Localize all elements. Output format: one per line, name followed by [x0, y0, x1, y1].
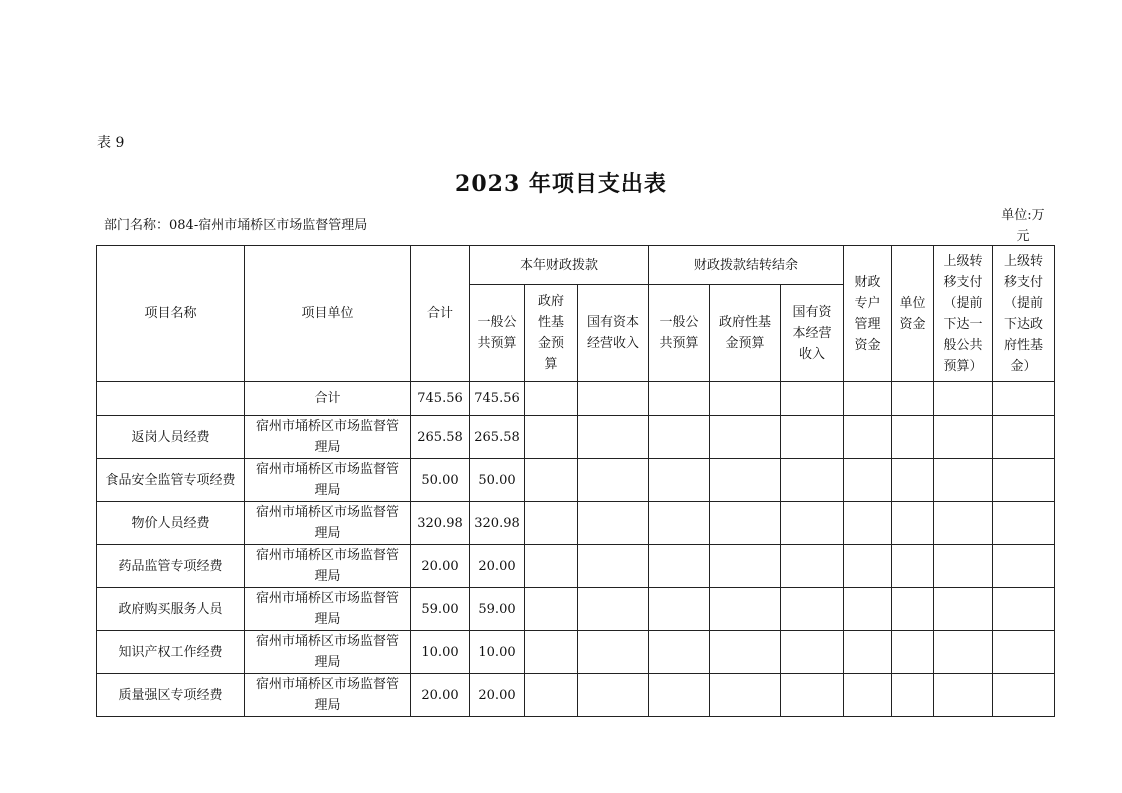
empty-cell [781, 631, 844, 674]
empty-cell [934, 545, 993, 588]
cell-line: 共预算 [659, 336, 699, 351]
row-project-name: 返岗人员经费 [97, 416, 245, 459]
empty-cell [525, 545, 578, 588]
cell-line: 府性基 [1004, 337, 1044, 353]
cell-line: 国有资本 [586, 315, 639, 330]
empty-cell [993, 588, 1055, 631]
cell-line: 单位 [899, 295, 926, 311]
empty-cell [892, 545, 934, 588]
empty-cell [525, 588, 578, 631]
header-transfer-general [934, 246, 993, 382]
empty-cell [710, 502, 781, 545]
cell-line: 金） [1010, 358, 1037, 374]
table-row [97, 674, 1055, 717]
empty-cell [710, 674, 781, 717]
empty-cell [993, 382, 1055, 416]
total-row-general: 745.56 [470, 382, 525, 416]
cell-line: 宿州市埇桥区市场监督管 [255, 634, 399, 649]
table-number: 表 9 [97, 135, 125, 151]
empty-cell [649, 674, 710, 717]
cell-line: 专户 [854, 295, 881, 311]
cell-line: 财政 [854, 274, 881, 290]
cell-line: 上级转 [943, 253, 983, 269]
empty-cell [934, 588, 993, 631]
empty-cell [934, 382, 993, 416]
row-total: 20.00 [411, 674, 470, 717]
empty-cell [993, 416, 1055, 459]
cell-line: 理局 [314, 483, 341, 498]
header-row-1 [97, 246, 1055, 285]
empty-cell [578, 631, 649, 674]
cell-line: 政府性基 [718, 315, 771, 330]
row-project-unit [245, 588, 411, 631]
empty-cell [993, 502, 1055, 545]
empty-cell [892, 631, 934, 674]
cell-line: 收入 [799, 346, 826, 362]
cell-line: 下达一 [943, 316, 983, 332]
page-title: 2023 年项目支出表 [455, 171, 667, 197]
row-general-budget: 320.98 [470, 502, 525, 545]
empty-cell [649, 545, 710, 588]
empty-cell [781, 502, 844, 545]
cell-line: 下达政 [1004, 316, 1044, 332]
cell-line: 一般公 [477, 315, 517, 330]
cell-line: 性基 [537, 315, 564, 330]
row-total: 265.58 [411, 416, 470, 459]
empty-cell [934, 416, 993, 459]
cell-line: 共预算 [477, 336, 517, 351]
empty-cell [710, 382, 781, 416]
row-project-unit [245, 416, 411, 459]
table-row [97, 588, 1055, 631]
row-project-unit [245, 631, 411, 674]
header-project-name: 项目名称 [97, 246, 245, 382]
cell-line: 移支付 [1004, 274, 1044, 290]
row-project-name: 知识产权工作经费 [97, 631, 245, 674]
row-general-budget: 20.00 [470, 674, 525, 717]
empty-cell [525, 382, 578, 416]
header-carry-general-budget [649, 285, 710, 382]
empty-cell [934, 674, 993, 717]
header-carry-state-capital [781, 285, 844, 382]
empty-cell [844, 416, 892, 459]
empty-cell [993, 545, 1055, 588]
empty-cell [525, 502, 578, 545]
cell-line: 算 [544, 357, 558, 372]
row-project-name: 物价人员经费 [97, 502, 245, 545]
empty-cell [781, 382, 844, 416]
cell-line: （提前 [1004, 295, 1044, 311]
row-project-unit [245, 674, 411, 717]
table-row [97, 416, 1055, 459]
empty-cell [993, 459, 1055, 502]
header-own-funds [892, 246, 934, 382]
empty-cell [844, 674, 892, 717]
cell-line: 本经营 [792, 325, 832, 341]
cell-line: 理局 [314, 526, 341, 541]
row-general-budget: 20.00 [470, 545, 525, 588]
table-row [97, 459, 1055, 502]
empty-cell [525, 674, 578, 717]
empty-cell [844, 382, 892, 416]
empty-cell [710, 416, 781, 459]
header-carryover-balance: 财政拨款结转结余 [649, 246, 844, 285]
header-state-capital [578, 285, 649, 382]
row-project-name: 药品监管专项经费 [97, 545, 245, 588]
empty-cell [844, 502, 892, 545]
empty-cell [934, 502, 993, 545]
department-name: 部门名称：084-宿州市埇桥区市场监督管理局 [104, 218, 368, 233]
cell-line: 般公共 [943, 337, 983, 353]
row-general-budget: 265.58 [470, 416, 525, 459]
empty-cell [934, 631, 993, 674]
empty-cell [844, 588, 892, 631]
empty-cell [525, 416, 578, 459]
row-general-budget: 10.00 [470, 631, 525, 674]
table-row [97, 502, 1055, 545]
cell-line: 上级转 [1004, 253, 1044, 269]
empty-cell [892, 502, 934, 545]
total-row [97, 382, 1055, 416]
header-current-year-appropriation: 本年财政拨款 [470, 246, 649, 285]
cell-line: 宿州市埇桥区市场监督管 [255, 419, 399, 434]
empty-cell [649, 382, 710, 416]
cell-line: 管理 [854, 316, 881, 332]
empty-cell [892, 588, 934, 631]
cell-line: 理局 [314, 440, 341, 455]
empty-cell [710, 545, 781, 588]
row-total: 59.00 [411, 588, 470, 631]
header-transfer-fund [993, 246, 1055, 382]
total-row-label: 合计 [245, 382, 411, 416]
total-row-name [97, 382, 245, 416]
row-project-name: 质量强区专项经费 [97, 674, 245, 717]
cell-line: 金预算 [725, 336, 765, 351]
header-carry-gov-fund [710, 285, 781, 382]
table-row [97, 631, 1055, 674]
empty-cell [649, 588, 710, 631]
project-expense-table [96, 245, 1055, 717]
table-row [97, 545, 1055, 588]
cell-line: （提前 [943, 295, 983, 311]
empty-cell [781, 545, 844, 588]
empty-cell [649, 502, 710, 545]
cell-line: 经营收入 [586, 336, 639, 351]
cell-line: 理局 [314, 698, 341, 713]
row-total: 10.00 [411, 631, 470, 674]
cell-line: 预算） [943, 358, 983, 374]
unit-label [998, 205, 1048, 247]
empty-cell [578, 382, 649, 416]
cell-line: 国有资 [792, 304, 832, 320]
empty-cell [892, 674, 934, 717]
empty-cell [892, 382, 934, 416]
header-general-budget [470, 285, 525, 382]
cell-line: 政府 [537, 294, 564, 309]
row-project-name: 食品安全监管专项经费 [97, 459, 245, 502]
row-project-unit [245, 459, 411, 502]
cell-line: 金预 [537, 336, 564, 351]
cell-line: 宿州市埇桥区市场监督管 [255, 591, 399, 606]
cell-line: 理局 [314, 655, 341, 670]
total-row-total: 745.56 [411, 382, 470, 416]
header-special-account [844, 246, 892, 382]
row-total: 320.98 [411, 502, 470, 545]
empty-cell [578, 545, 649, 588]
empty-cell [844, 459, 892, 502]
header-gov-fund [525, 285, 578, 382]
empty-cell [710, 588, 781, 631]
empty-cell [781, 459, 844, 502]
cell-line: 理局 [314, 569, 341, 584]
row-total: 50.00 [411, 459, 470, 502]
cell-line: 宿州市埇桥区市场监督管 [255, 505, 399, 520]
empty-cell [844, 631, 892, 674]
empty-cell [649, 416, 710, 459]
empty-cell [649, 631, 710, 674]
row-general-budget: 50.00 [470, 459, 525, 502]
empty-cell [993, 674, 1055, 717]
row-total: 20.00 [411, 545, 470, 588]
empty-cell [781, 674, 844, 717]
empty-cell [578, 588, 649, 631]
unit-label-line: 单位:万 [1001, 208, 1045, 223]
row-project-unit [245, 545, 411, 588]
empty-cell [781, 588, 844, 631]
empty-cell [892, 459, 934, 502]
row-project-unit [245, 502, 411, 545]
empty-cell [710, 459, 781, 502]
cell-line: 宿州市埇桥区市场监督管 [255, 548, 399, 563]
empty-cell [993, 631, 1055, 674]
cell-line: 宿州市埇桥区市场监督管 [255, 677, 399, 692]
empty-cell [844, 545, 892, 588]
empty-cell [578, 416, 649, 459]
empty-cell [578, 674, 649, 717]
cell-line: 一般公 [659, 315, 699, 330]
empty-cell [934, 459, 993, 502]
empty-cell [525, 631, 578, 674]
cell-line: 移支付 [943, 274, 983, 290]
unit-label-line: 元 [1016, 229, 1030, 244]
empty-cell [578, 502, 649, 545]
empty-cell [649, 459, 710, 502]
cell-line: 宿州市埇桥区市场监督管 [255, 462, 399, 477]
row-project-name: 政府购买服务人员 [97, 588, 245, 631]
empty-cell [710, 631, 781, 674]
empty-cell [525, 459, 578, 502]
empty-cell [578, 459, 649, 502]
header-total: 合计 [411, 246, 470, 382]
cell-line: 资金 [854, 337, 881, 353]
row-general-budget: 59.00 [470, 588, 525, 631]
empty-cell [781, 416, 844, 459]
cell-line: 理局 [314, 612, 341, 627]
header-project-unit: 项目单位 [245, 246, 411, 382]
cell-line: 资金 [899, 316, 926, 332]
empty-cell [892, 416, 934, 459]
